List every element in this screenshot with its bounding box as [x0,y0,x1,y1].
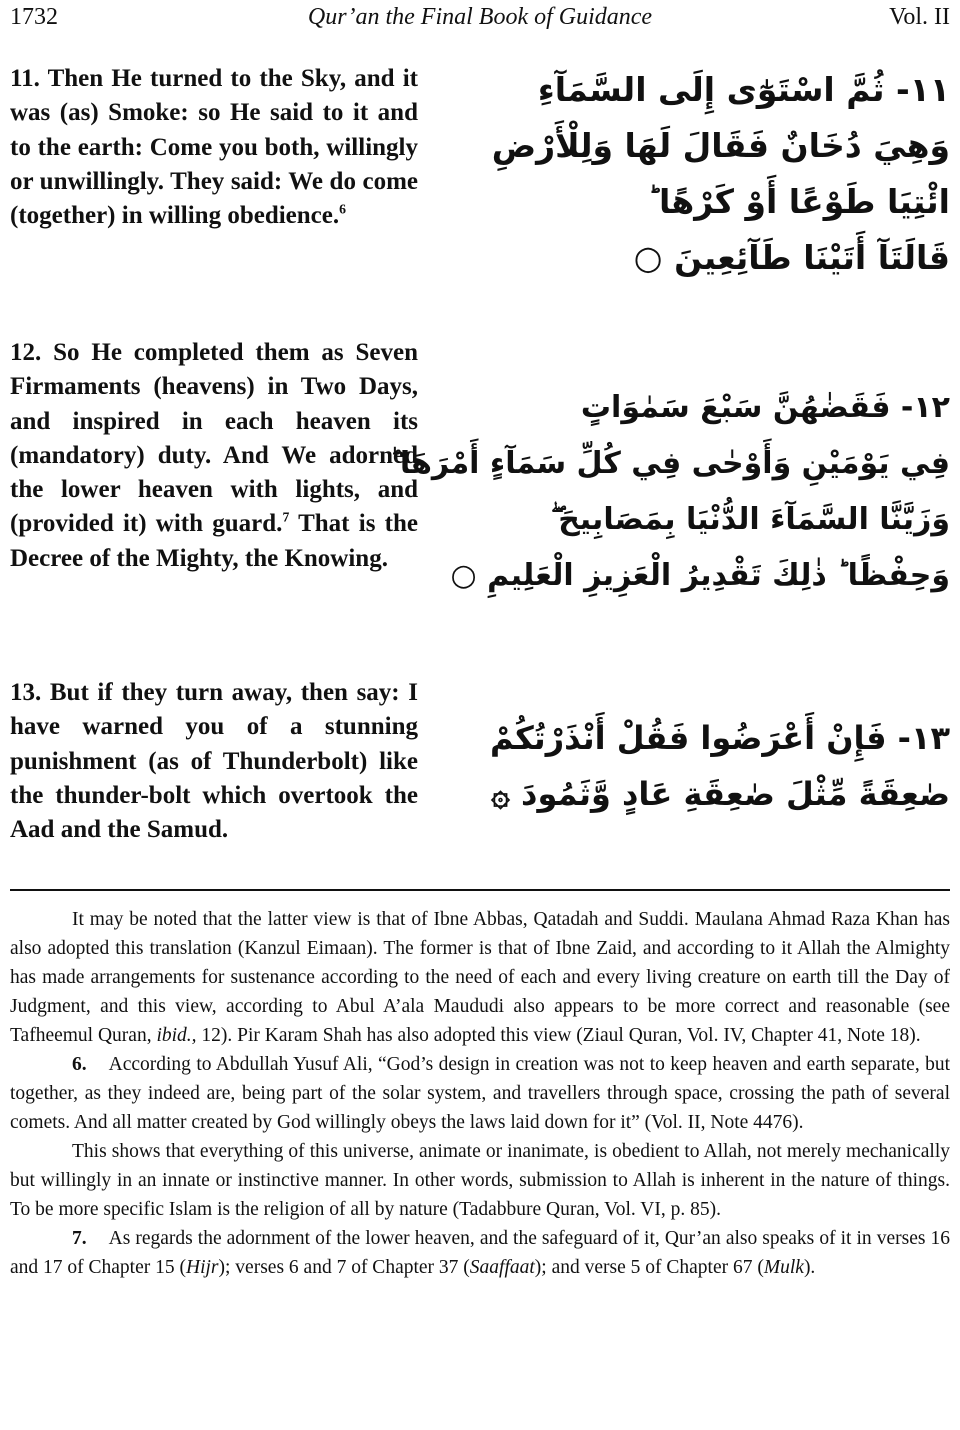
volume-label: Vol. II [889,4,950,30]
footnote-ref-6: 6 [339,201,347,217]
note-7: 7. As regards the adornment of the lower heaven, and the safeguard of it, Qur’an also speaks of it in verses 16 and 17 of Chapter 15 (Hijr); verses 6 and 7 of Chapter 37 (Saaffaat); and verse 5 of Chapter 67 (Mulk). [10,1228,950,1278]
footnote-divider [10,889,950,891]
footnote-ref-7: 7 [282,510,290,526]
footnotes [10,905,950,1282]
running-title: Qur’an the Final Book of Guidance [307,4,653,30]
running-header [10,2,950,36]
note-6-continuation: This shows that everything of this universe, animate or inanimate, is obedient to Allah, not merely mechanically but willingly in an innate or instinctive manner. In other words, submission to Allah is inherent in the nature of things. To be more specific Islam is the religion of all by nature (Tadabbure Quran, Vol. VI, p. 85). [10,1141,950,1220]
note-7-number: 7. [72,1228,87,1249]
verse-11-arabic: ١١- ثُمَّ اسْتَوٰٓى إِلَى السَّمَآءِ وَهِيَ دُخَانٌ فَقَالَ لَهَا وَلِلْأَرْضِ ائْتِيَا طَوْعًا أَوْ كَرْهًا ؕ قَالَتَآ أَتَيْنَا طَآئِعِينَ ○ [491,70,950,277]
verse-13-translation: 13. But if they turn away, then say: I have warned you of a stunning punishment (as of Thunderbolt) like the thunder-bolt which overtook the Aad and the Samud. [10,679,418,844]
note-5-continuation: It may be noted that the latter view is that of Ibne Abbas, Qatadah and Suddi. Maulana Ahmad Raza Khan has also adopted this translation (Kanzul Eimaan). The former is that of Ibne Zaid, and according to it Allah the Almighty has made arrangements for sustenance according to the need of each and every living creature on earth till the Day of Judgment, and this view, according to Abul A’ala Maududi also appears to be more correct and reasonable (see Tafheemul Quran, ibid., 12). Pir Karam Shah has also adopted this view (Ziaul Quran, Vol. IV, Chapter 41, Note 18). [10,909,950,1046]
verse-12-translation: 12. So He completed them as Seven Firmaments (heavens) in Two Days, and inspired in each heaven its (mandatory) duty. And We adorned the lower heaven with lights, and (provided it) with guard.$^7$ That is the Decree of the Mighty, the Knowing. [10,339,418,572]
note-6-number: 6. [72,1054,87,1075]
page-number: 1732 [10,4,58,30]
verse-13-arabic: ١٣- فَإِنْ أَعْرَضُوا فَقُلْ أَنْذَرْتُكُمْ صٰعِقَةً مِّثْلَ صٰعِقَةِ عَادٍ وَّثَمُودَ ۞ [489,719,950,813]
verse-12-arabic: ١٢- فَقَضٰهُنَّ سَبْعَ سَمٰوَاتٍ فِي يَوْمَيْنِ وَأَوْحٰى فِي كُلِّ سَمَآءٍ أَمْرَهَا ؕ وَزَيَّنَّا السَّمَآءَ الدُّنْيَا بِمَصَابِيحَ ۖ وَحِفْظًا ؕ ذٰلِكَ تَقْدِيرُ الْعَزِيزِ الْعَلِيمِ ○ [389,390,950,593]
note-6: 6. According to Abdullah Yusuf Ali, “God’s design in creation was not to keep heaven and earth separate, but together, as they indeed are, being part of the solar system, and travellers through space, crossing the path of several comets. And all matter created by God willingly obeys the laws laid down for it” (Vol. II, Note 4476). [10,1054,950,1133]
verse-11-translation: 11. Then He turned to the Sky, and it was (as) Smoke: so He said to it and to the earth: Come you both, willingly or unwillingly. They said: We do come (together) in willing obedience.$^6$ [10,65,418,230]
